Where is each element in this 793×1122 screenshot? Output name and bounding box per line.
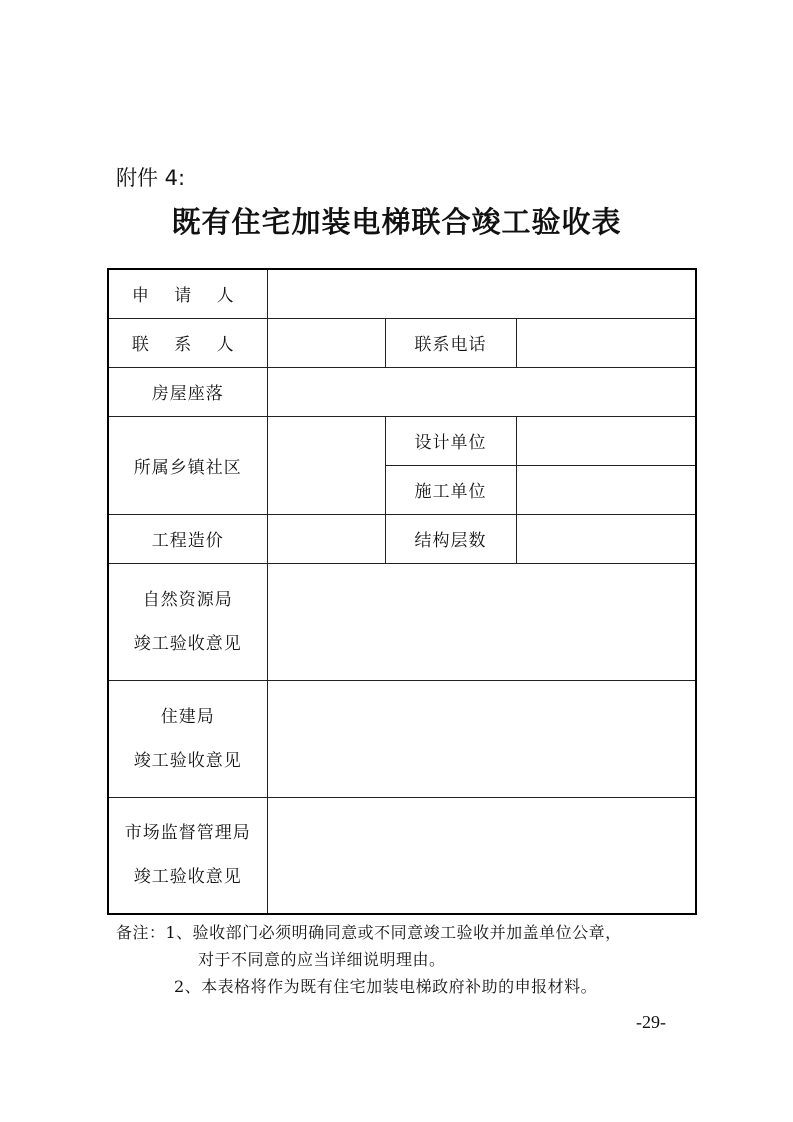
natural-resources-opinion-caption: 竣工验收意见 (133, 633, 242, 654)
natural-resources-opinion-label (108, 563, 267, 680)
market-supervision-dept: 市场监督管理局 (124, 823, 251, 844)
page-title: 既有住宅加装电梯联合竣工验收表 (171, 205, 622, 239)
community-field[interactable] (267, 416, 385, 514)
acceptance-form-table (107, 268, 697, 915)
contact-field[interactable] (267, 318, 385, 367)
attachment-label: 附件 4: (116, 166, 186, 190)
phone-label: 联系电话 (385, 318, 516, 367)
house-location-field[interactable] (267, 367, 696, 416)
applicant-field[interactable] (267, 269, 696, 318)
construction-unit-field[interactable] (516, 465, 696, 514)
project-cost-label: 工程造价 (108, 514, 267, 563)
market-supervision-opinion-caption: 竣工验收意见 (133, 867, 242, 888)
design-unit-label: 设计单位 (385, 416, 516, 465)
natural-resources-dept: 自然资源局 (142, 589, 233, 610)
floors-label: 结构层数 (385, 514, 516, 563)
note-line-2: 对于不同意的应当详细说明理由。 (198, 950, 446, 969)
house-location-label: 房屋座落 (108, 367, 267, 416)
housing-opinion-field[interactable] (267, 680, 696, 797)
community-label: 所属乡镇社区 (108, 416, 267, 514)
design-unit-field[interactable] (516, 416, 696, 465)
market-supervision-opinion-field[interactable] (267, 797, 696, 914)
contact-label: 联 系 人 (108, 318, 267, 367)
note-line-3: 2、本表格将作为既有住宅加装电梯政府补助的申报材料。 (174, 977, 598, 996)
applicant-label: 申 请 人 (108, 269, 267, 318)
housing-opinion-caption: 竣工验收意见 (133, 750, 242, 771)
construction-unit-label: 施工单位 (385, 465, 516, 514)
housing-opinion-label (108, 680, 267, 797)
housing-dept: 住建局 (160, 706, 215, 727)
floors-field[interactable] (516, 514, 696, 563)
natural-resources-opinion-field[interactable] (267, 563, 696, 680)
page-number: -29- (636, 1012, 666, 1032)
project-cost-field[interactable] (267, 514, 385, 563)
phone-field[interactable] (516, 318, 696, 367)
note-line-1: 备注：1、验收部门必须明确同意或不同意竣工验收并加盖单位公章， (116, 923, 622, 942)
market-supervision-opinion-label (108, 797, 267, 914)
